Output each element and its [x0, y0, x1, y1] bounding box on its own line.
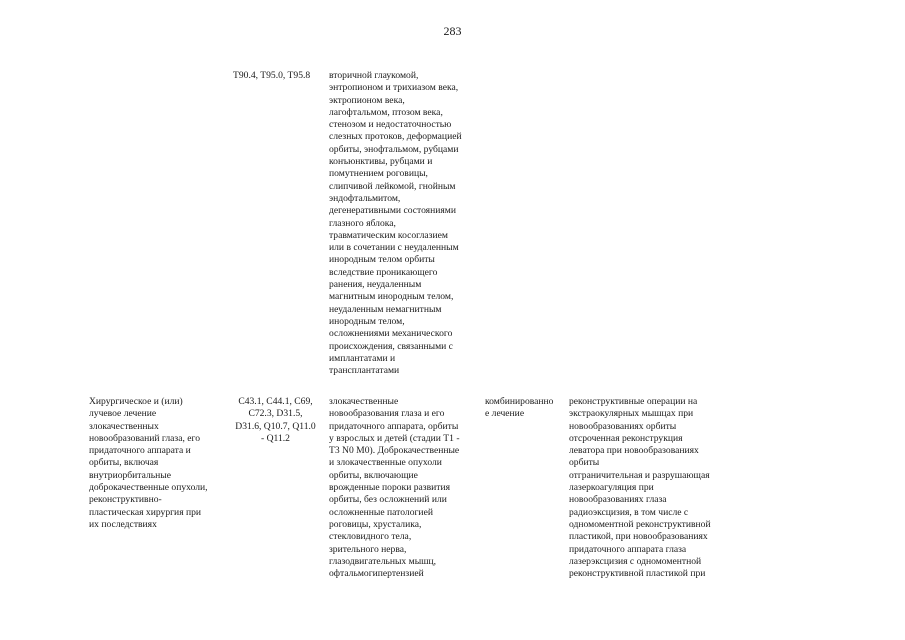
continuation-diagnosis-codes: T90.4, T95.0, T95.8 [233, 70, 311, 81]
diagnosis-codes: C43.1, C44.1, C69, C72.3, D31.5, D31.6, Q10.7, Q11.0 - Q11.2 [235, 396, 316, 444]
treatment-method: реконструктивные операции на экстраокулярных мышцах при новообразованиях орбиты отсроченная реконструкция леватора при новообразованиях орбиты отграничительная и разрушающая лазеркоагуляция при новообразованиях глаза радиоэксцизия, в том числе с одномоментной реконструктивной пластикой, при новообразованиях придаточного аппарата глаза лазерэксцизия с одномоментной реконструктивной пластикой при [569, 396, 711, 580]
page-number: 283 [443, 24, 462, 38]
treatment-type: комбинированно е лечение [485, 396, 554, 420]
care-type-name: Хирургическое и (или) лучевое лечение злокачественных новообразований глаза, его придаточного аппарата и орбиты, включая внутриорбитальные доброкачественные опухоли, реконструктивно- пластическая хирургия при их последствиях [89, 396, 208, 530]
continuation-patient-model: вторичной глаукомой, энтропионом и трихиазом века, эктропионом века, лагофтальмом, птозом века, стенозом и недостаточностью слезных протоков, деформацией орбиты, энофтальмом, рубцами конъюнктивы, рубцами и помутнением роговицы, слипчивой лейкомой, гнойным эндофтальмитом, дегенеративными состояниями глазного яблока, травматическим косоглазием или в сочетании с неудаленным инородным телом орбиты вследствие проникающего ранения, неудаленным магнитным инородным телом, неудаленным немагнитным инородным телом, осложнениями механического происхождения, связанными с имплантатами и трансплантатами [329, 70, 462, 377]
patient-model: злокачественные новообразования глаза и его придаточного аппарата, орбиты у взрослых и детей (стадии T1 - T3 N0 M0). Доброкачественные и злокачественные опухоли орбиты, включающие врожденные пороки развития орбиты, без осложнений или осложненные патологией роговицы, хрусталика, стекловидного тела, зрительного нерва, глазодвигательных мышц, офтальмогипертензией [329, 396, 460, 580]
